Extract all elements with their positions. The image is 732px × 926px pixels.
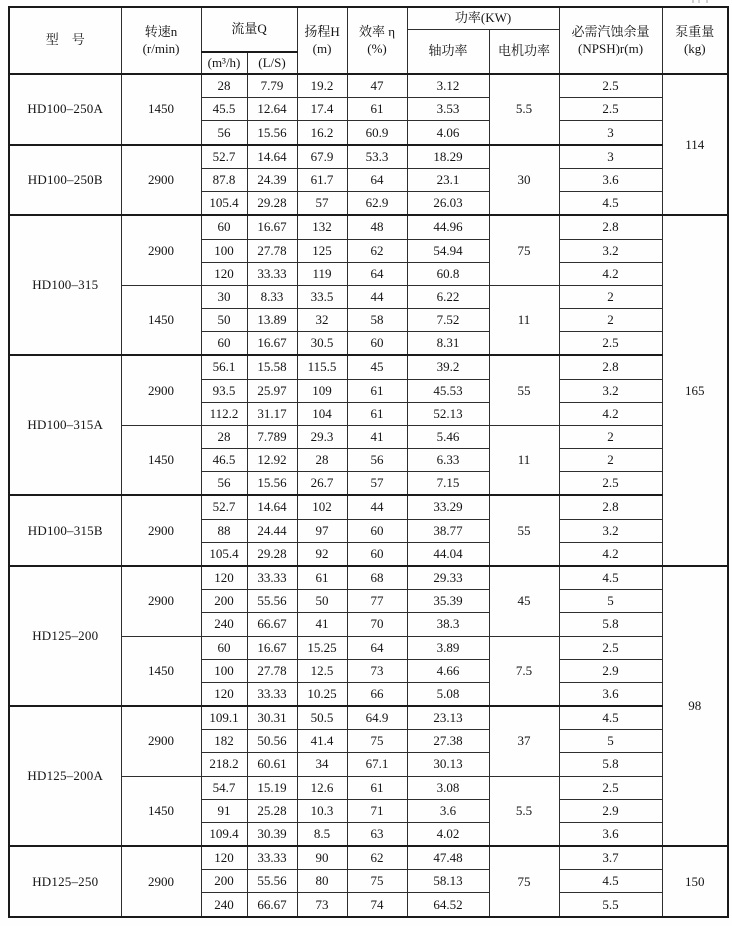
efficiency-cell: 64 <box>347 636 407 659</box>
col-header-flow-m3h: (m³/h) <box>201 52 247 74</box>
head-cell: 57 <box>297 192 347 216</box>
shaft-power-cell: 60.8 <box>407 262 489 285</box>
npsh-cell: 4.2 <box>559 262 662 285</box>
shaft-power-cell: 45.53 <box>407 379 489 402</box>
efficiency-cell: 44 <box>347 495 407 519</box>
npsh-cell: 5.8 <box>559 613 662 636</box>
shaft-power-cell: 26.03 <box>407 192 489 216</box>
head-cell: 26.7 <box>297 472 347 496</box>
flow-m3h-cell: 52.7 <box>201 495 247 519</box>
npsh-cell: 2.8 <box>559 355 662 379</box>
model-cell: HD125–200A <box>9 706 121 846</box>
flow-m3h-cell: 28 <box>201 425 247 448</box>
col-header-head-line1: 扬程H <box>304 23 340 39</box>
flow-m3h-cell: 91 <box>201 799 247 822</box>
table-row <box>9 145 728 169</box>
col-header-efficiency-line2: (%) <box>367 40 387 56</box>
motor-power-cell: 55 <box>489 495 559 566</box>
head-cell: 90 <box>297 846 347 870</box>
head-cell: 8.5 <box>297 822 347 846</box>
flow-ls-cell: 66.67 <box>247 613 297 636</box>
shaft-power-cell: 4.02 <box>407 822 489 846</box>
efficiency-cell: 60 <box>347 332 407 356</box>
efficiency-cell: 61 <box>347 98 407 121</box>
shaft-power-cell: 5.46 <box>407 425 489 448</box>
head-cell: 50 <box>297 590 347 613</box>
efficiency-cell: 77 <box>347 590 407 613</box>
npsh-cell: 5.8 <box>559 753 662 776</box>
col-header-head <box>297 7 347 74</box>
efficiency-cell: 60.9 <box>347 121 407 145</box>
efficiency-cell: 61 <box>347 379 407 402</box>
npsh-cell: 2.8 <box>559 495 662 519</box>
efficiency-cell: 61 <box>347 776 407 799</box>
speed-cell: 1450 <box>121 74 201 145</box>
flow-ls-cell: 66.67 <box>247 893 297 917</box>
flow-m3h-cell: 52.7 <box>201 145 247 169</box>
flow-ls-cell: 55.56 <box>247 870 297 893</box>
npsh-cell: 3.6 <box>559 822 662 846</box>
shaft-power-cell: 39.2 <box>407 355 489 379</box>
flow-ls-cell: 60.61 <box>247 753 297 776</box>
npsh-cell: 2.9 <box>559 659 662 682</box>
flow-m3h-cell: 45.5 <box>201 98 247 121</box>
head-cell: 12.5 <box>297 659 347 682</box>
shaft-power-cell: 3.08 <box>407 776 489 799</box>
efficiency-cell: 64 <box>347 262 407 285</box>
shaft-power-cell: 38.77 <box>407 519 489 542</box>
shaft-power-cell: 3.53 <box>407 98 489 121</box>
head-cell: 73 <box>297 893 347 917</box>
flow-ls-cell: 12.92 <box>247 448 297 471</box>
flow-ls-cell: 14.64 <box>247 495 297 519</box>
head-cell: 119 <box>297 262 347 285</box>
table-row <box>9 706 728 730</box>
motor-power-cell: 5.5 <box>489 776 559 846</box>
npsh-cell: 3.2 <box>559 239 662 262</box>
efficiency-cell: 60 <box>347 542 407 566</box>
shaft-power-cell: 7.52 <box>407 308 489 331</box>
head-cell: 16.2 <box>297 121 347 145</box>
shaft-power-cell: 33.29 <box>407 495 489 519</box>
motor-power-cell: 45 <box>489 566 559 636</box>
shaft-power-cell: 52.13 <box>407 402 489 425</box>
col-header-weight-line1: 泵重量 <box>675 23 715 39</box>
flow-m3h-cell: 182 <box>201 730 247 753</box>
table-header <box>9 7 728 74</box>
flow-ls-cell: 27.78 <box>247 659 297 682</box>
shaft-power-cell: 64.52 <box>407 893 489 917</box>
flow-m3h-cell: 120 <box>201 682 247 706</box>
head-cell: 10.3 <box>297 799 347 822</box>
npsh-cell: 3.2 <box>559 379 662 402</box>
flow-ls-cell: 30.39 <box>247 822 297 846</box>
npsh-cell: 4.5 <box>559 192 662 216</box>
flow-ls-cell: 15.58 <box>247 355 297 379</box>
flow-m3h-cell: 218.2 <box>201 753 247 776</box>
speed-cell: 1450 <box>121 425 201 495</box>
speed-cell: 2900 <box>121 846 201 917</box>
flow-ls-cell: 31.17 <box>247 402 297 425</box>
col-header-power: 功率(KW) <box>407 7 559 29</box>
npsh-cell: 3.7 <box>559 846 662 870</box>
head-cell: 17.4 <box>297 98 347 121</box>
motor-power-cell: 55 <box>489 355 559 425</box>
flow-m3h-cell: 60 <box>201 215 247 239</box>
flow-ls-cell: 55.56 <box>247 590 297 613</box>
head-cell: 30.5 <box>297 332 347 356</box>
flow-ls-cell: 13.89 <box>247 308 297 331</box>
flow-ls-cell: 29.28 <box>247 192 297 216</box>
col-header-speed-line2: (r/min) <box>142 40 180 56</box>
efficiency-cell: 56 <box>347 448 407 471</box>
shaft-power-cell: 44.96 <box>407 215 489 239</box>
speed-cell: 1450 <box>121 776 201 846</box>
head-cell: 92 <box>297 542 347 566</box>
flow-ls-cell: 16.67 <box>247 215 297 239</box>
efficiency-cell: 75 <box>347 730 407 753</box>
shaft-power-cell: 54.94 <box>407 239 489 262</box>
flow-m3h-cell: 120 <box>201 566 247 590</box>
motor-power-cell: 5.5 <box>489 74 559 145</box>
head-cell: 41 <box>297 613 347 636</box>
flow-ls-cell: 15.56 <box>247 121 297 145</box>
npsh-cell: 2.5 <box>559 472 662 496</box>
table-row <box>9 495 728 519</box>
flow-m3h-cell: 56.1 <box>201 355 247 379</box>
efficiency-cell: 53.3 <box>347 145 407 169</box>
speed-cell: 2900 <box>121 355 201 425</box>
col-header-head-line2: (m) <box>312 40 332 56</box>
flow-ls-cell: 15.19 <box>247 776 297 799</box>
flow-ls-cell: 12.64 <box>247 98 297 121</box>
model-cell: HD125–200 <box>9 566 121 706</box>
shaft-power-cell: 27.38 <box>407 730 489 753</box>
shaft-power-cell: 7.15 <box>407 472 489 496</box>
flow-m3h-cell: 240 <box>201 893 247 917</box>
motor-power-cell: 11 <box>489 285 559 355</box>
efficiency-cell: 67.1 <box>347 753 407 776</box>
flow-m3h-cell: 56 <box>201 472 247 496</box>
speed-cell: 2900 <box>121 566 201 636</box>
flow-m3h-cell: 87.8 <box>201 168 247 191</box>
efficiency-cell: 74 <box>347 893 407 917</box>
flow-ls-cell: 16.67 <box>247 636 297 659</box>
efficiency-cell: 62 <box>347 239 407 262</box>
weight-cell: 165 <box>662 215 728 566</box>
flow-ls-cell: 33.33 <box>247 566 297 590</box>
flow-m3h-cell: 93.5 <box>201 379 247 402</box>
efficiency-cell: 57 <box>347 472 407 496</box>
flow-ls-cell: 25.97 <box>247 379 297 402</box>
col-header-shaft-power: 轴功率 <box>407 29 489 74</box>
flow-m3h-cell: 50 <box>201 308 247 331</box>
col-header-npsh-line2: (NPSH)r(m) <box>578 40 644 56</box>
flow-m3h-cell: 46.5 <box>201 448 247 471</box>
flow-m3h-cell: 200 <box>201 870 247 893</box>
flow-m3h-cell: 240 <box>201 613 247 636</box>
flow-m3h-cell: 109.1 <box>201 706 247 730</box>
flow-m3h-cell: 28 <box>201 74 247 98</box>
speed-cell: 2900 <box>121 706 201 776</box>
head-cell: 102 <box>297 495 347 519</box>
shaft-power-cell: 35.39 <box>407 590 489 613</box>
flow-ls-cell: 33.33 <box>247 846 297 870</box>
npsh-cell: 5 <box>559 730 662 753</box>
col-header-model-label: 型 号 <box>45 32 85 48</box>
flow-m3h-cell: 109.4 <box>201 822 247 846</box>
head-cell: 29.3 <box>297 425 347 448</box>
efficiency-cell: 60 <box>347 519 407 542</box>
shaft-power-cell: 4.66 <box>407 659 489 682</box>
col-header-weight-line2: (kg) <box>683 40 706 56</box>
motor-power-cell: 37 <box>489 706 559 776</box>
npsh-cell: 2 <box>559 425 662 448</box>
flow-ls-cell: 14.64 <box>247 145 297 169</box>
flow-ls-cell: 33.33 <box>247 682 297 706</box>
efficiency-cell: 70 <box>347 613 407 636</box>
speed-cell: 2900 <box>121 215 201 285</box>
npsh-cell: 2.5 <box>559 98 662 121</box>
flow-ls-cell: 15.56 <box>247 472 297 496</box>
npsh-cell: 2.9 <box>559 799 662 822</box>
flow-m3h-cell: 100 <box>201 239 247 262</box>
head-cell: 125 <box>297 239 347 262</box>
head-cell: 41.4 <box>297 730 347 753</box>
shaft-power-cell: 58.13 <box>407 870 489 893</box>
npsh-cell: 2.5 <box>559 636 662 659</box>
weight-cell: 150 <box>662 846 728 917</box>
head-cell: 80 <box>297 870 347 893</box>
flow-m3h-cell: 60 <box>201 636 247 659</box>
shaft-power-cell: 47.48 <box>407 846 489 870</box>
head-cell: 50.5 <box>297 706 347 730</box>
shaft-power-cell: 3.12 <box>407 74 489 98</box>
shaft-power-cell: 5.08 <box>407 682 489 706</box>
col-header-npsh-line1: 必需汽蚀余量 <box>571 23 650 39</box>
efficiency-cell: 71 <box>347 799 407 822</box>
head-cell: 32 <box>297 308 347 331</box>
flow-m3h-cell: 105.4 <box>201 192 247 216</box>
head-cell: 12.6 <box>297 776 347 799</box>
npsh-cell: 4.5 <box>559 566 662 590</box>
shaft-power-cell: 23.13 <box>407 706 489 730</box>
shaft-power-cell: 3.89 <box>407 636 489 659</box>
npsh-cell: 2 <box>559 448 662 471</box>
model-cell: HD100–315 <box>9 215 121 355</box>
shaft-power-cell: 6.33 <box>407 448 489 471</box>
table-row <box>9 355 728 379</box>
header-row-1 <box>9 7 728 29</box>
efficiency-cell: 68 <box>347 566 407 590</box>
model-cell: HD125–250 <box>9 846 121 917</box>
weight-cell: 114 <box>662 74 728 215</box>
col-header-motor-power: 电机功率 <box>489 29 559 74</box>
efficiency-cell: 66 <box>347 682 407 706</box>
efficiency-cell: 47 <box>347 74 407 98</box>
efficiency-cell: 64.9 <box>347 706 407 730</box>
efficiency-cell: 73 <box>347 659 407 682</box>
model-cell: HD100–250B <box>9 145 121 216</box>
flow-ls-cell: 16.67 <box>247 332 297 356</box>
head-cell: 15.25 <box>297 636 347 659</box>
shaft-power-cell: 6.22 <box>407 285 489 308</box>
table-row <box>9 215 728 239</box>
efficiency-cell: 45 <box>347 355 407 379</box>
head-cell: 10.25 <box>297 682 347 706</box>
npsh-cell: 3 <box>559 145 662 169</box>
flow-m3h-cell: 112.2 <box>201 402 247 425</box>
efficiency-cell: 48 <box>347 215 407 239</box>
efficiency-cell: 62.9 <box>347 192 407 216</box>
npsh-cell: 5 <box>559 590 662 613</box>
weight-cell: 98 <box>662 566 728 846</box>
shaft-power-cell: 23.1 <box>407 168 489 191</box>
efficiency-cell: 62 <box>347 846 407 870</box>
table-row <box>9 566 728 590</box>
shaft-power-cell: 44.04 <box>407 542 489 566</box>
flow-m3h-cell: 54.7 <box>201 776 247 799</box>
head-cell: 67.9 <box>297 145 347 169</box>
flow-m3h-cell: 120 <box>201 262 247 285</box>
head-cell: 97 <box>297 519 347 542</box>
efficiency-cell: 61 <box>347 402 407 425</box>
shaft-power-cell: 3.6 <box>407 799 489 822</box>
col-header-weight <box>662 7 728 74</box>
flow-ls-cell: 24.39 <box>247 168 297 191</box>
motor-power-cell: 11 <box>489 425 559 495</box>
efficiency-cell: 58 <box>347 308 407 331</box>
flow-ls-cell: 27.78 <box>247 239 297 262</box>
npsh-cell: 4.2 <box>559 402 662 425</box>
col-header-model <box>9 7 121 74</box>
flow-m3h-cell: 88 <box>201 519 247 542</box>
shaft-power-cell: 29.33 <box>407 566 489 590</box>
motor-power-cell: 30 <box>489 145 559 216</box>
flow-m3h-cell: 30 <box>201 285 247 308</box>
shaft-power-cell: 18.29 <box>407 145 489 169</box>
col-header-flow: 流量Q <box>201 7 297 52</box>
pump-spec-table <box>8 6 729 918</box>
efficiency-cell: 64 <box>347 168 407 191</box>
flow-m3h-cell: 105.4 <box>201 542 247 566</box>
shaft-power-cell: 8.31 <box>407 332 489 356</box>
flow-ls-cell: 33.33 <box>247 262 297 285</box>
npsh-cell: 2.5 <box>559 776 662 799</box>
flow-m3h-cell: 200 <box>201 590 247 613</box>
flow-m3h-cell: 100 <box>201 659 247 682</box>
npsh-cell: 2.8 <box>559 215 662 239</box>
head-cell: 61 <box>297 566 347 590</box>
model-cell: HD100–315A <box>9 355 121 495</box>
flow-m3h-cell: 60 <box>201 332 247 356</box>
npsh-cell: 3 <box>559 121 662 145</box>
efficiency-cell: 44 <box>347 285 407 308</box>
scan-artifact <box>692 0 714 3</box>
head-cell: 109 <box>297 379 347 402</box>
head-cell: 28 <box>297 448 347 471</box>
col-header-efficiency-line1: 效率 η <box>358 23 396 39</box>
motor-power-cell: 75 <box>489 846 559 917</box>
shaft-power-cell: 4.06 <box>407 121 489 145</box>
flow-ls-cell: 24.44 <box>247 519 297 542</box>
npsh-cell: 4.5 <box>559 706 662 730</box>
model-cell: HD100–315B <box>9 495 121 566</box>
efficiency-cell: 75 <box>347 870 407 893</box>
shaft-power-cell: 30.13 <box>407 753 489 776</box>
speed-cell: 2900 <box>121 145 201 216</box>
table-row <box>9 846 728 870</box>
speed-cell: 1450 <box>121 285 201 355</box>
head-cell: 34 <box>297 753 347 776</box>
flow-ls-cell: 30.31 <box>247 706 297 730</box>
model-cell: HD100–250A <box>9 74 121 145</box>
npsh-cell: 4.2 <box>559 542 662 566</box>
motor-power-cell: 75 <box>489 215 559 285</box>
flow-ls-cell: 50.56 <box>247 730 297 753</box>
flow-ls-cell: 29.28 <box>247 542 297 566</box>
flow-m3h-cell: 120 <box>201 846 247 870</box>
shaft-power-cell: 38.3 <box>407 613 489 636</box>
head-cell: 33.5 <box>297 285 347 308</box>
head-cell: 115.5 <box>297 355 347 379</box>
npsh-cell: 3.6 <box>559 168 662 191</box>
table-body <box>9 74 728 917</box>
col-header-speed-line1: 转速n <box>144 23 178 39</box>
npsh-cell: 4.5 <box>559 870 662 893</box>
npsh-cell: 2 <box>559 308 662 331</box>
npsh-cell: 2.5 <box>559 332 662 356</box>
head-cell: 19.2 <box>297 74 347 98</box>
head-cell: 104 <box>297 402 347 425</box>
npsh-cell: 5.5 <box>559 893 662 917</box>
flow-m3h-cell: 56 <box>201 121 247 145</box>
col-header-speed <box>121 7 201 74</box>
npsh-cell: 3.6 <box>559 682 662 706</box>
efficiency-cell: 63 <box>347 822 407 846</box>
npsh-cell: 2.5 <box>559 74 662 98</box>
npsh-cell: 3.2 <box>559 519 662 542</box>
speed-cell: 2900 <box>121 495 201 566</box>
efficiency-cell: 41 <box>347 425 407 448</box>
motor-power-cell: 7.5 <box>489 636 559 706</box>
col-header-npsh <box>559 7 662 74</box>
col-header-flow-ls: (L/S) <box>247 52 297 74</box>
flow-ls-cell: 7.789 <box>247 425 297 448</box>
npsh-cell: 2 <box>559 285 662 308</box>
flow-ls-cell: 7.79 <box>247 74 297 98</box>
speed-cell: 1450 <box>121 636 201 706</box>
table-row <box>9 74 728 98</box>
col-header-efficiency <box>347 7 407 74</box>
head-cell: 61.7 <box>297 168 347 191</box>
flow-ls-cell: 25.28 <box>247 799 297 822</box>
flow-ls-cell: 8.33 <box>247 285 297 308</box>
head-cell: 132 <box>297 215 347 239</box>
